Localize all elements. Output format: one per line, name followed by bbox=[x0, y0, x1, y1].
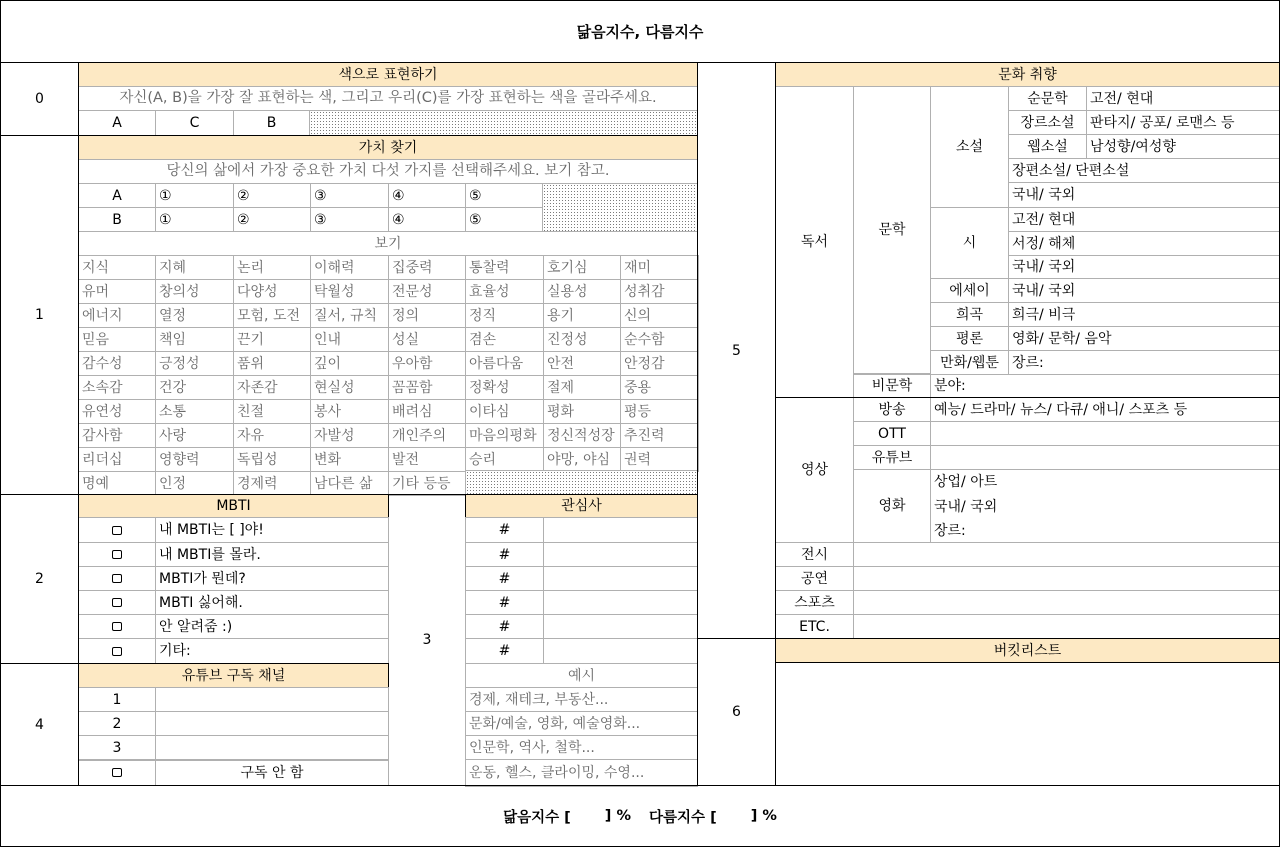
value-example-item: 정의 bbox=[388, 303, 466, 328]
value-example-item: 평등 bbox=[620, 399, 699, 424]
value-example-item: 마음의평화 bbox=[465, 423, 544, 448]
culture-ott-label: OTT bbox=[853, 421, 931, 446]
value-example-item: 영향력 bbox=[155, 447, 234, 472]
value-example-item: 실용성 bbox=[543, 279, 621, 304]
culture-novel-length: 장편소설/ 단편소설 bbox=[1008, 158, 1280, 183]
youtube-none-checkbox-cell[interactable] bbox=[78, 759, 156, 786]
value-choice-slot[interactable]: ⑤ bbox=[465, 207, 544, 232]
section-2-number: 2 bbox=[0, 494, 79, 664]
color-a-label: A bbox=[78, 110, 156, 136]
values-example-header: 보기 bbox=[78, 231, 698, 256]
value-example-item: 논리 bbox=[233, 255, 311, 280]
culture-literature-label: 문학 bbox=[853, 86, 931, 374]
bucketlist-area[interactable] bbox=[775, 662, 1280, 786]
mbti-option-label: 기타: bbox=[155, 638, 389, 664]
culture-poem-domestic: 국내/ 국외 bbox=[1008, 255, 1280, 279]
culture-nonfiction-value: 분야: bbox=[930, 374, 1280, 398]
color-instruction: 자신(A, B)을 가장 잘 표현하는 색, 그리고 우리(C)를 가장 표현하는 색을 골라주세요. bbox=[78, 86, 698, 111]
value-example-item: 친절 bbox=[233, 399, 311, 424]
value-example-item: 안정감 bbox=[620, 351, 699, 376]
culture-nonfiction-label: 비문학 bbox=[853, 374, 931, 398]
divider bbox=[775, 397, 1280, 398]
value-example-item: 소통 bbox=[155, 399, 234, 424]
value-example-item: 깊이 bbox=[310, 351, 389, 376]
mbti-option-label: MBTI 싫어해. bbox=[155, 590, 389, 615]
value-choice-slot[interactable]: ④ bbox=[388, 207, 466, 232]
culture-movie-type: 상업/ 아트 bbox=[930, 469, 1280, 494]
mbti-section-header: MBTI bbox=[78, 494, 389, 518]
interest-hash: # bbox=[465, 517, 544, 543]
value-example-item: 창의성 bbox=[155, 279, 234, 304]
value-choice-slot[interactable]: ⑤ bbox=[465, 183, 544, 208]
culture-etc-value[interactable] bbox=[853, 614, 1280, 639]
difference-percent: ] % bbox=[750, 808, 777, 824]
value-example-item: 자존감 bbox=[233, 375, 311, 400]
value-example-item: 유연성 bbox=[78, 399, 156, 424]
culture-perform-label: 공연 bbox=[775, 566, 854, 591]
culture-web-value: 남성향/여성향 bbox=[1086, 134, 1280, 159]
culture-poem-style: 서정/ 해체 bbox=[1008, 231, 1280, 256]
values-row-label: A bbox=[78, 183, 156, 208]
value-example-item: 신의 bbox=[620, 303, 699, 328]
value-example-item: 리더십 bbox=[78, 447, 156, 472]
culture-poem-era: 고전/ 현대 bbox=[1008, 207, 1280, 232]
value-example-item: 경제력 bbox=[233, 471, 311, 496]
value-example-item: 용기 bbox=[543, 303, 621, 328]
value-example-item: 책임 bbox=[155, 327, 234, 352]
youtube-channel-input[interactable] bbox=[155, 735, 389, 761]
divider bbox=[0, 135, 698, 136]
value-example-item: 성취감 bbox=[620, 279, 699, 304]
value-example-item: 질서, 규칙 bbox=[310, 303, 389, 328]
culture-comic-label: 만화/웹툰 bbox=[930, 350, 1009, 375]
value-example-item: 에너지 bbox=[78, 303, 156, 328]
culture-novel-domestic: 국내/ 국외 bbox=[1008, 182, 1280, 208]
page-title: 닮음지수, 다름지수 bbox=[576, 23, 704, 41]
mbti-option-label: 내 MBTI를 몰라. bbox=[155, 542, 389, 567]
value-example-item: 열정 bbox=[155, 303, 234, 328]
value-example-item: 인내 bbox=[310, 327, 389, 352]
value-example-item: 호기심 bbox=[543, 255, 621, 280]
youtube-row-number: 2 bbox=[78, 711, 156, 736]
youtube-none-label: 구독 안 함 bbox=[155, 759, 389, 786]
mbti-checkbox-cell[interactable] bbox=[78, 590, 156, 615]
checkbox-icon[interactable] bbox=[112, 526, 122, 535]
value-example-item: 안전 bbox=[543, 351, 621, 376]
value-example-item: 유머 bbox=[78, 279, 156, 304]
interests-example-header: 예시 bbox=[465, 663, 698, 688]
culture-drama-value: 희극/ 비극 bbox=[1008, 302, 1280, 327]
color-c-label: C bbox=[155, 110, 234, 136]
mbti-checkbox-cell[interactable] bbox=[78, 614, 156, 639]
interest-input[interactable] bbox=[543, 517, 698, 543]
color-b-label: B bbox=[233, 110, 310, 136]
checkbox-icon[interactable] bbox=[112, 768, 122, 777]
value-example-item: 지혜 bbox=[155, 255, 234, 280]
value-example-item: 겸손 bbox=[465, 327, 544, 352]
difference-label: 다름지수 [ bbox=[649, 809, 717, 826]
culture-reading-label: 독서 bbox=[775, 86, 854, 398]
value-choice-slot[interactable]: ① bbox=[155, 207, 234, 232]
value-example-item: 발전 bbox=[388, 447, 466, 472]
youtube-section-header: 유튜브 구독 채널 bbox=[78, 663, 389, 688]
page-header bbox=[0, 0, 1280, 63]
interest-input[interactable] bbox=[543, 590, 698, 615]
value-example-item: 기타 등등 bbox=[388, 471, 466, 496]
mbti-checkbox-cell[interactable] bbox=[78, 566, 156, 591]
color-section-header: 색으로 표현하기 bbox=[78, 62, 698, 87]
value-example-item: 변화 bbox=[310, 447, 389, 472]
value-example-item: 우아함 bbox=[388, 351, 466, 376]
value-example-item: 이타심 bbox=[465, 399, 544, 424]
similarity-label: 닮음지수 [ bbox=[503, 809, 571, 826]
value-example-item: 승리 bbox=[465, 447, 544, 472]
similarity-percent: ] % bbox=[604, 808, 631, 824]
bucketlist-section-header: 버킷리스트 bbox=[775, 638, 1280, 663]
value-choice-slot[interactable]: ③ bbox=[310, 207, 389, 232]
culture-critic-value: 영화/ 문학/ 음악 bbox=[1008, 326, 1280, 351]
divider bbox=[0, 62, 1, 786]
divider bbox=[697, 638, 1280, 639]
checkbox-icon[interactable] bbox=[112, 622, 122, 631]
interest-example: 경제, 재테크, 부동산... bbox=[465, 687, 698, 712]
interest-input[interactable] bbox=[543, 614, 698, 639]
culture-pure-label: 순문학 bbox=[1008, 86, 1087, 111]
value-choice-slot[interactable]: ③ bbox=[310, 183, 389, 208]
culture-exhibit-label: 전시 bbox=[775, 542, 854, 567]
section-4-number: 4 bbox=[0, 663, 79, 786]
culture-web-label: 웹소설 bbox=[1008, 134, 1087, 159]
section-3-number: 3 bbox=[388, 494, 466, 786]
culture-poem-label: 시 bbox=[930, 207, 1009, 279]
value-example-item: 봉사 bbox=[310, 399, 389, 424]
culture-ott-value[interactable] bbox=[930, 421, 1280, 446]
values-grid-shaded-area bbox=[465, 470, 698, 495]
interest-hash: # bbox=[465, 614, 544, 639]
value-example-item: 탁월성 bbox=[310, 279, 389, 304]
value-example-item: 정직 bbox=[465, 303, 544, 328]
section-6-number: 6 bbox=[697, 638, 776, 786]
value-example-item: 전문성 bbox=[388, 279, 466, 304]
value-example-item: 명예 bbox=[78, 471, 156, 496]
interests-section-header: 관심사 bbox=[465, 494, 698, 518]
value-example-item: 재미 bbox=[620, 255, 699, 280]
mbti-option-label: MBTI가 뭔데? bbox=[155, 566, 389, 591]
divider bbox=[78, 62, 79, 786]
value-choice-slot[interactable]: ① bbox=[155, 183, 234, 208]
value-example-item: 감수성 bbox=[78, 351, 156, 376]
color-shaded-area bbox=[309, 110, 698, 136]
mbti-checkbox-cell[interactable] bbox=[78, 638, 156, 664]
section-0-number: 0 bbox=[0, 62, 79, 136]
culture-novel-label: 소설 bbox=[930, 86, 1009, 208]
value-example-item: 믿음 bbox=[78, 327, 156, 352]
culture-sports-value[interactable] bbox=[853, 590, 1280, 615]
culture-video-label: 영상 bbox=[775, 397, 854, 543]
value-choice-slot[interactable]: ② bbox=[233, 183, 311, 208]
value-example-item: 현실성 bbox=[310, 375, 389, 400]
culture-youtube-value[interactable] bbox=[930, 445, 1280, 470]
value-example-item: 끈기 bbox=[233, 327, 311, 352]
value-example-item: 정신적성장 bbox=[543, 423, 621, 448]
value-choice-slot[interactable]: ② bbox=[233, 207, 311, 232]
interest-hash: # bbox=[465, 566, 544, 591]
footer bbox=[0, 785, 1280, 847]
interest-hash: # bbox=[465, 542, 544, 567]
culture-genre-label: 장르소설 bbox=[1008, 110, 1087, 135]
divider bbox=[0, 663, 389, 664]
value-example-item: 배려심 bbox=[388, 399, 466, 424]
section-1-number: 1 bbox=[0, 135, 79, 495]
culture-movie-label: 영화 bbox=[853, 469, 931, 543]
value-example-item: 꼼꼼함 bbox=[388, 375, 466, 400]
mbti-option-label: 내 MBTI는 [ ]야! bbox=[155, 517, 389, 543]
checkbox-icon[interactable] bbox=[112, 550, 122, 559]
value-example-item: 건강 bbox=[155, 375, 234, 400]
value-example-item: 품위 bbox=[233, 351, 311, 376]
mbti-option-label: 안 알려줌 :) bbox=[155, 614, 389, 639]
interest-hash: # bbox=[465, 638, 544, 664]
value-example-item: 평화 bbox=[543, 399, 621, 424]
culture-perform-value[interactable] bbox=[853, 566, 1280, 591]
mbti-checkbox-cell[interactable] bbox=[78, 517, 156, 543]
values-section-header: 가치 찾기 bbox=[78, 135, 698, 160]
interest-example: 인문학, 역사, 철학... bbox=[465, 735, 698, 760]
interest-example: 운동, 헬스, 클라이밍, 수영... bbox=[465, 759, 698, 787]
interest-example: 문화/예술, 영화, 예술영화... bbox=[465, 711, 698, 736]
value-example-item: 인정 bbox=[155, 471, 234, 496]
value-example-item: 이해력 bbox=[310, 255, 389, 280]
culture-broadcast-value: 예능/ 드라마/ 뉴스/ 다큐/ 애니/ 스포츠 등 bbox=[930, 397, 1280, 422]
checkbox-icon[interactable] bbox=[112, 647, 122, 656]
value-example-item: 사랑 bbox=[155, 423, 234, 448]
value-example-item: 자발성 bbox=[310, 423, 389, 448]
value-example-item: 긍정성 bbox=[155, 351, 234, 376]
value-choice-slot[interactable]: ④ bbox=[388, 183, 466, 208]
divider bbox=[775, 62, 776, 786]
value-example-item: 중용 bbox=[620, 375, 699, 400]
interest-input[interactable] bbox=[543, 638, 698, 664]
value-example-item: 개인주의 bbox=[388, 423, 466, 448]
culture-essay-value: 국내/ 국외 bbox=[1008, 278, 1280, 303]
culture-comic-value: 장르: bbox=[1008, 350, 1280, 375]
interest-input[interactable] bbox=[543, 566, 698, 591]
value-example-item: 집중력 bbox=[388, 255, 466, 280]
interest-hash: # bbox=[465, 590, 544, 615]
value-example-item: 소속감 bbox=[78, 375, 156, 400]
divider bbox=[697, 62, 698, 786]
youtube-channel-input[interactable] bbox=[155, 687, 389, 712]
value-example-item: 추진력 bbox=[620, 423, 699, 448]
value-example-item: 남다른 삶 bbox=[310, 471, 389, 496]
culture-movie-domestic: 국내/ 국외 bbox=[930, 494, 1280, 519]
mbti-checkbox-cell[interactable] bbox=[78, 542, 156, 567]
value-example-item: 효율성 bbox=[465, 279, 544, 304]
culture-broadcast-label: 방송 bbox=[853, 397, 931, 422]
value-example-item: 통찰력 bbox=[465, 255, 544, 280]
value-example-item: 다양성 bbox=[233, 279, 311, 304]
culture-exhibit-value[interactable] bbox=[853, 542, 1280, 567]
value-example-item: 모험, 도전 bbox=[233, 303, 311, 328]
value-example-item: 절제 bbox=[543, 375, 621, 400]
values-row-label: B bbox=[78, 207, 156, 232]
culture-pure-value: 고전/ 현대 bbox=[1086, 86, 1280, 111]
value-example-item: 지식 bbox=[78, 255, 156, 280]
value-example-item: 권력 bbox=[620, 447, 699, 472]
value-example-item: 순수함 bbox=[620, 327, 699, 352]
youtube-row-number: 3 bbox=[78, 735, 156, 761]
divider bbox=[0, 494, 698, 495]
values-shaded-area bbox=[542, 183, 698, 232]
value-example-item: 성실 bbox=[388, 327, 466, 352]
culture-genre-value: 판타지/ 공포/ 로맨스 등 bbox=[1086, 110, 1280, 135]
values-instruction: 당신의 삶에서 가장 중요한 가치 다섯 가지를 선택해주세요. 보기 참고. bbox=[78, 159, 698, 184]
youtube-row-number: 1 bbox=[78, 687, 156, 712]
culture-section-header: 문화 취향 bbox=[775, 62, 1280, 87]
youtube-channel-input[interactable] bbox=[155, 711, 389, 736]
value-example-item: 독립성 bbox=[233, 447, 311, 472]
value-example-item: 아름다움 bbox=[465, 351, 544, 376]
culture-youtube-label: 유튜브 bbox=[853, 445, 931, 470]
checkbox-icon[interactable] bbox=[112, 574, 122, 583]
section-5-number: 5 bbox=[697, 62, 776, 639]
value-example-item: 야망, 야심 bbox=[543, 447, 621, 472]
interest-input[interactable] bbox=[543, 542, 698, 567]
value-example-item: 자유 bbox=[233, 423, 311, 448]
culture-essay-label: 에세이 bbox=[930, 278, 1009, 303]
culture-drama-label: 희곡 bbox=[930, 302, 1009, 327]
value-example-item: 진정성 bbox=[543, 327, 621, 352]
culture-movie-genre: 장르: bbox=[930, 518, 1280, 543]
culture-sports-label: 스포츠 bbox=[775, 590, 854, 615]
culture-critic-label: 평론 bbox=[930, 326, 1009, 351]
culture-etc-label: ETC. bbox=[775, 614, 854, 639]
value-example-item: 정확성 bbox=[465, 375, 544, 400]
value-example-item: 감사함 bbox=[78, 423, 156, 448]
checkbox-icon[interactable] bbox=[112, 598, 122, 607]
